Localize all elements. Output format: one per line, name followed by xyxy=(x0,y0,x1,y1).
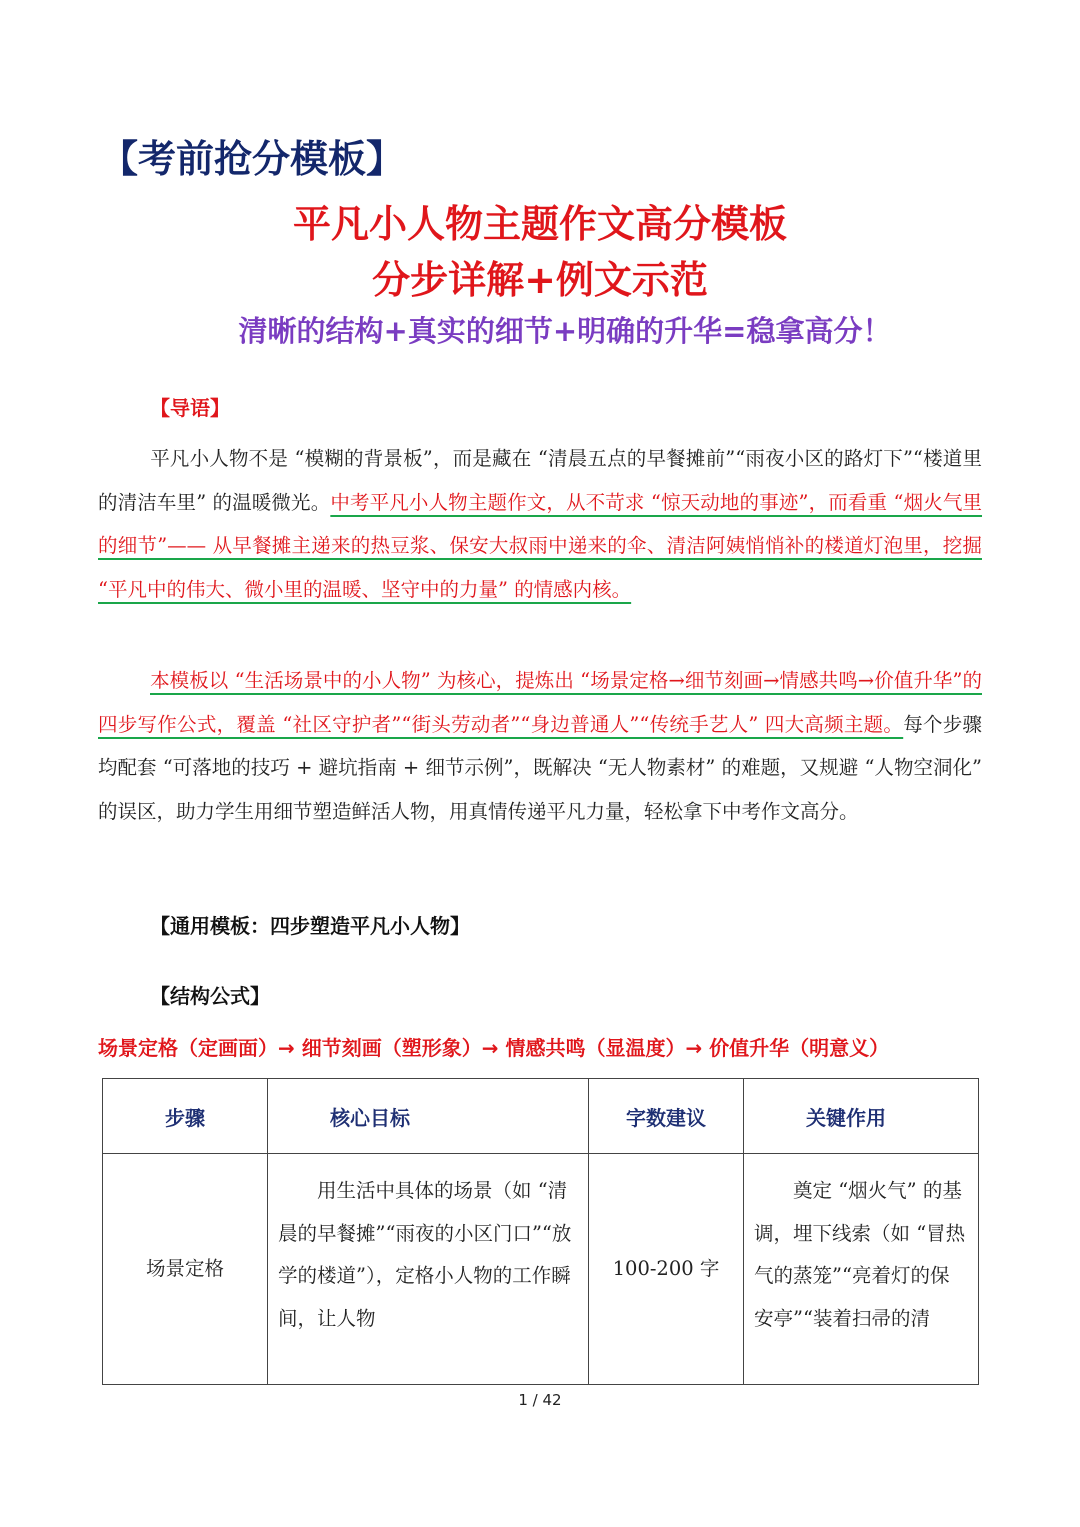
row-goal: 用生活中具体的场景（如 “清晨的早餐摊”“雨夜的小区门口”“放学的楼道”），定格小人物的工作瞬间，让人物 xyxy=(278,1179,572,1330)
row-step: 场景定格 xyxy=(103,1154,268,1385)
row-role-cell xyxy=(744,1154,979,1385)
header-goal: 核心目标 xyxy=(268,1079,589,1154)
table-header-row xyxy=(103,1079,979,1154)
template-label: 【通用模板：四步塑造平凡小人物】 xyxy=(150,914,470,938)
structure-formula: 场景定格（定画面）→ 细节刻画（塑形象）→ 情感共鸣（显温度）→ 价值升华（明意义） xyxy=(98,1036,890,1060)
header-step: 步骤 xyxy=(103,1079,268,1154)
structure-label: 【结构公式】 xyxy=(150,984,270,1008)
tag-title: 【考前抢分模板】 xyxy=(100,137,405,181)
table-row xyxy=(103,1154,979,1385)
header-role: 关键作用 xyxy=(744,1079,979,1154)
steps-table xyxy=(102,1078,979,1385)
slogan: 清晰的结构+真实的细节+明确的升华=稳拿高分！ xyxy=(238,314,892,348)
header-words: 字数建议 xyxy=(589,1079,744,1154)
intro-p2-plain: 每个步骤均配套 “可落地的技巧 + 避坑指南 + 细节示例”，既解决 “无人物素材” 的难题，又规避 “人物空洞化” 的误区，助力学生用细节塑造鲜活人物，用真情传递平凡力量，轻松拿下中考作文高分。 xyxy=(98,712,982,823)
page-number: 1 / 42 xyxy=(518,1391,562,1409)
intro-p1-highlight: 中考平凡小人物主题作文，从不苛求 “惊天动地的事迹”，而看重 “烟火气里的细节”—— 从早餐摊主递来的热豆浆、保安大叔雨中递来的伞、清洁阿姨悄悄补的楼道灯泡里，挖掘 “平凡中的伟大、微小里的温暖、坚守中的力量” 的情感内核。 xyxy=(98,490,983,601)
intro-paragraph-2 xyxy=(98,659,982,833)
intro-paragraph-1 xyxy=(98,437,982,611)
intro-label: 【导语】 xyxy=(150,396,230,420)
intro-p1-plain: 平凡小人物不是 “模糊的背景板”，而是藏在 “清晨五点的早餐摊前”“雨夜小区的路灯下”“楼道里的清洁车里” 的温暖微光。 xyxy=(98,447,982,514)
main-subtitle: 分步详解+例文示范 xyxy=(372,258,708,302)
row-role: 奠定 “烟火气” 的基调，埋下线索（如 “冒热气的蒸笼”“亮着灯的保安亭”“装着扫帚的清 xyxy=(754,1179,966,1330)
row-words: 100-200 字 xyxy=(589,1154,744,1385)
row-goal-cell xyxy=(268,1154,589,1385)
main-title: 平凡小人物主题作文高分模板 xyxy=(292,202,787,246)
intro-p2-highlight: 本模板以 “生活场景中的小人物” 为核心，提炼出 “场景定格→细节刻画→情感共鸣→价值升华”的四步写作公式，覆盖 “社区守护者”“街头劳动者”“身边普通人”“传统手艺人” 四大高频主题。 xyxy=(98,669,982,736)
